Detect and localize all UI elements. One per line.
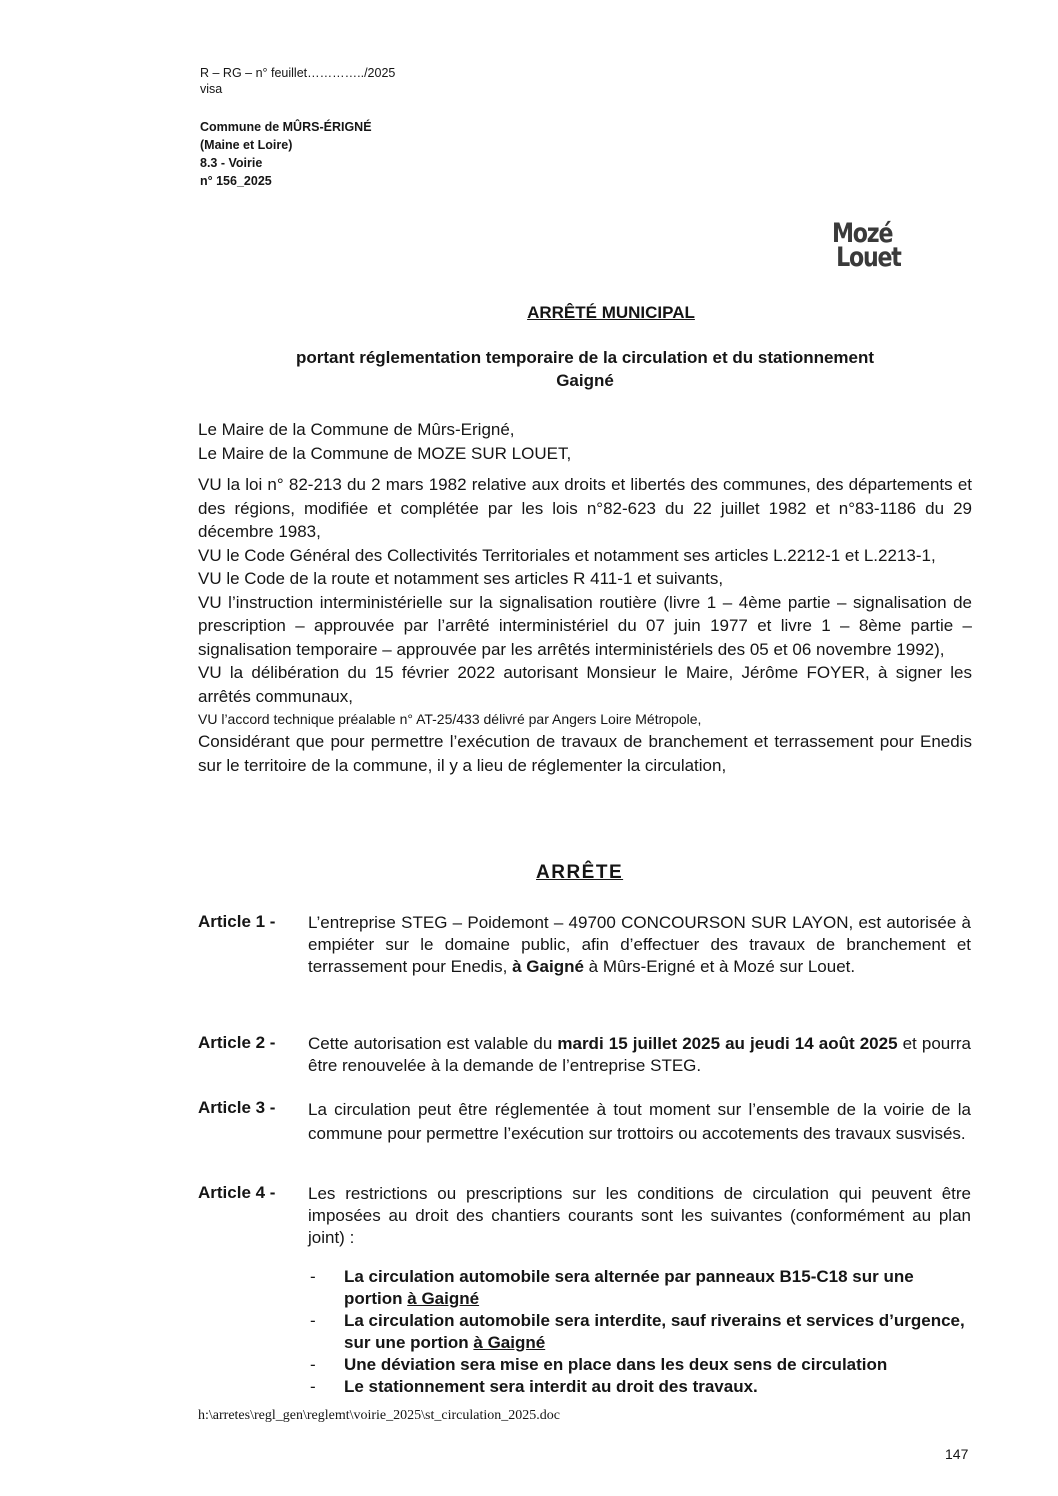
subtitle-line-1: portant réglementation temporaire de la circulation et du stationnement xyxy=(295,348,875,367)
commune-name: Commune de MÛRS-ÉRIGNÉ xyxy=(200,120,372,134)
article-3-text: La circulation peut être réglementée à tout moment sur l’ensemble de la voirie de la commune pour permettre l’exécution sur trottoirs ou accotements des travaux susvisés. xyxy=(308,1100,971,1143)
subtitle-line-2: Gaigné xyxy=(556,371,614,390)
bullet-3-text: Une déviation sera mise en place dans les deux sens de circulation xyxy=(344,1355,888,1374)
list-item xyxy=(310,1354,970,1376)
arrete-heading: ARRÊTE xyxy=(536,862,624,883)
mayor-line-2: Le Maire de la Commune de MOZE SUR LOUET, xyxy=(198,443,572,463)
article-2-text-a: Cette autorisation est valable du xyxy=(308,1034,558,1053)
file-path-footer: h:\arretes\regl_gen\reglemt\voirie_2025\st_circulation_2025.doc xyxy=(198,1408,560,1423)
bullet-4-text: Le stationnement sera interdit au droit des travaux. xyxy=(344,1377,758,1396)
article-4-text: Les restrictions ou prescriptions sur les conditions de circulation qui peuvent être imposées au droit des chantiers courants sont les suivantes (conformément au plan joint) : xyxy=(308,1184,971,1247)
article-1-label: Article 1 - xyxy=(198,912,276,931)
list-item xyxy=(310,1310,970,1354)
decree-number: n° 156_2025 xyxy=(200,174,272,188)
article-4-list xyxy=(310,1266,970,1398)
article-2-text-c: et pourra être renouvelée à la demande de l’entreprise STEG. xyxy=(308,1034,972,1075)
bullet-2-text: La circulation automobile sera interdite, sauf riverains et services d’urgence, sur une portion xyxy=(344,1311,965,1352)
bullet-2-location: à Gaigné xyxy=(473,1333,546,1352)
visa-label: visa xyxy=(200,82,223,96)
article-1-text-c: à Mûrs-Erigné et à Mozé sur Louet. xyxy=(583,957,856,976)
bullet-1-location: à Gaigné xyxy=(407,1289,480,1308)
vu-accord-technique: VU l’accord technique préalable n° AT-25/433 délivré par Angers Loire Métropole, xyxy=(198,711,702,727)
article-1-location: à Gaigné xyxy=(512,957,584,976)
dash-marker: - xyxy=(310,1355,316,1374)
subtitle xyxy=(200,346,970,392)
logo-line-1: Mozé xyxy=(832,218,893,249)
sheet-reference: R – RG – n° feuillet…………../2025 xyxy=(200,66,396,80)
article-2-text xyxy=(308,1033,971,1077)
considerant: Considérant que pour permettre l’exécution de travaux de branchement et terrassement pour Enedis sur le territoire de la commune, il y a lieu de réglementer la circulation, xyxy=(198,732,972,775)
vu-cgct: VU le Code Général des Collectivités Territoriales et notamment ses articles L.2212-1 et L.2213-1, xyxy=(198,545,936,565)
preamble xyxy=(198,418,972,777)
dash-marker: - xyxy=(310,1311,316,1330)
logo-line-2: Louet xyxy=(836,242,901,273)
vu-code-route: VU le Code de la route et notamment ses articles R 411-1 et suivants, xyxy=(198,569,724,588)
vu-instruction: VU l’instruction interministérielle sur la signalisation routière (livre 1 – 4ème partie – signalisation de prescription – approuvée par l’arrêté interministériel du 07 juin 1977 et livre 1 – 8ème partie – signalisation temporaire – approuvée par les arrêtés interministériels des 05 et 06 novembre 1992), xyxy=(198,592,972,659)
article-2-label: Article 2 - xyxy=(198,1033,276,1052)
commune-region: (Maine et Loire) xyxy=(200,138,293,152)
vu-deliberation: VU la délibération du 15 février 2022 autorisant Monsieur le Maire, Jérôme FOYER, à signer les arrêtés communaux, xyxy=(198,663,972,706)
article-3-label: Article 3 - xyxy=(198,1098,276,1117)
vu-law-1982: VU la loi n° 82-213 du 2 mars 1982 relative aux droits et libertés des communes, des départements et des régions, modifiée et complétée par les lois n°82-623 du 22 juillet 1982 et n°83-1186 du 29 décembre 1983, xyxy=(198,475,972,541)
list-item xyxy=(310,1266,970,1310)
article-1-text xyxy=(308,912,971,978)
dash-marker: - xyxy=(310,1267,316,1286)
title-wrapper xyxy=(0,303,1058,323)
page-number: 147 xyxy=(945,1446,969,1462)
dash-marker: - xyxy=(310,1377,316,1396)
article-4-label: Article 4 - xyxy=(198,1183,276,1202)
list-item xyxy=(310,1376,970,1398)
moze-louet-logo xyxy=(832,218,901,273)
article-1-text-a: L’entreprise STEG – Poidemont – 49700 CONCOURSON SUR LAYON, est autorisée à empiéter sur le domaine public, afin d’effectuer des travaux de branchement et terrassement pour Enedis, xyxy=(308,913,971,976)
bullet-1-text: La circulation automobile sera alternée par panneaux B15-C18 sur une portion xyxy=(344,1267,914,1308)
commune-header xyxy=(200,118,372,190)
page-title: ARRÊTÉ MUNICIPAL xyxy=(527,303,695,322)
article-2-dates: mardi 15 juillet 2025 au jeudi 14 août 2025 xyxy=(557,1034,898,1053)
mayor-line-1: Le Maire de la Commune de Mûrs-Erigné, xyxy=(198,420,515,439)
section-code: 8.3 - Voirie xyxy=(200,156,263,170)
